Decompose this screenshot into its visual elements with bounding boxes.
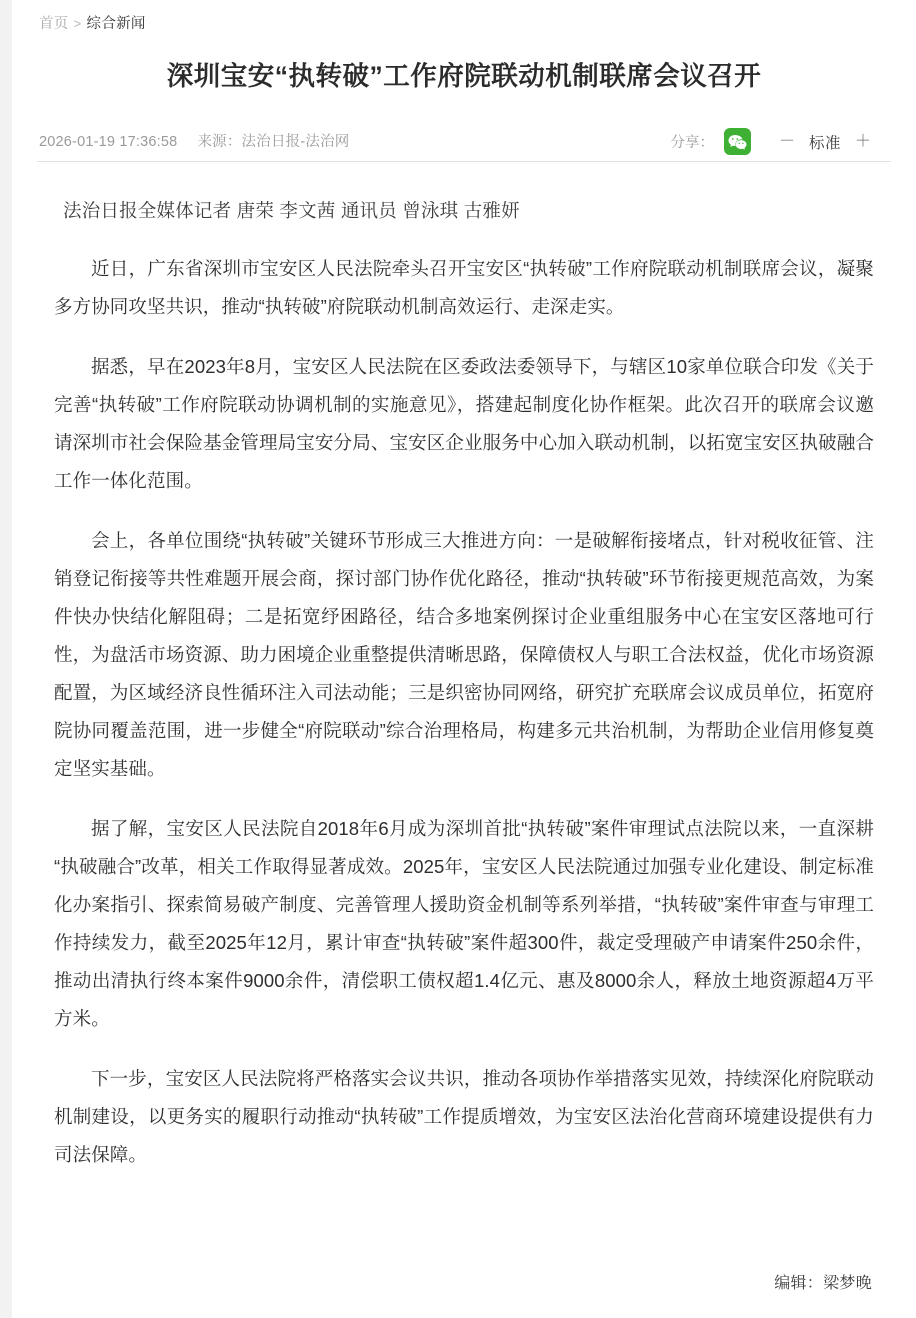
article-body <box>34 194 894 1174</box>
article-byline: 法治日报全媒体记者 唐荣 李文茜 通讯员 曾泳琪 古雅妍 <box>63 200 520 221</box>
publish-timestamp: 2026-01-19 17:36:58 <box>39 133 178 150</box>
breadcrumb-current-category[interactable]: 综合新闻 <box>86 16 146 32</box>
font-size-control <box>777 131 873 153</box>
font-decrease-button[interactable]: － <box>778 132 795 150</box>
meta-right-group <box>670 128 891 155</box>
breadcrumb-home-link[interactable]: 首页 <box>39 16 69 32</box>
font-increase-button[interactable]: ＋ <box>854 132 871 150</box>
article-editor: 编辑：梁梦晚 <box>774 1275 872 1292</box>
article-paragraph: 下一步，宝安区人民法院将严格落实会议共识，推动各项协作举措落实见效，持续深化府院联动机制建设，以更务实的履职行动推动“执转破”工作提质增效，为宝安区法治化营商环境建设提供有力司法保障。 <box>54 1068 874 1165</box>
article-paragraph: 据了解，宝安区人民法院自2018年6月成为深圳首批“执转破”案件审理试点法院以来，一直深耕“执破融合”改革，相关工作取得显著成效。2025年，宝安区人民法院通过加强专业化建设、制定标准化办案指引、探索简易破产制度、完善管理人援助资金机制等系列举措，“执转破”案件审查与审理工作持续发力，截至2025年12月，累计审查“执转破”案件超300件，裁定受理破产申请案件250余件，推动出清执行终本案件9000余件，清偿职工债权超1.4亿元、惠及8000余人，释放土地资源超4万平方米。 <box>54 818 874 1029</box>
article-paragraph: 近日，广东省深圳市宝安区人民法院牵头召开宝安区“执转破”工作府院联动机制联席会议，凝聚多方协同攻坚共识，推动“执转破”府院联动机制高效运行、走深走实。 <box>54 258 874 317</box>
font-standard-button[interactable]: 标准 <box>808 134 841 152</box>
article-source: 来源：法治日报-法治网 <box>197 133 350 150</box>
breadcrumb <box>12 0 916 34</box>
wechat-icon[interactable] <box>724 128 751 155</box>
article-meta-bar <box>37 122 891 162</box>
page-title: 深圳宝安“执转破”工作府院联动机制联席会议召开 <box>166 61 762 91</box>
share-label: 分享： <box>670 135 714 151</box>
article-card <box>12 0 916 1318</box>
meta-left-group <box>37 131 349 153</box>
breadcrumb-separator: > <box>73 16 82 31</box>
article-paragraph: 据悉，早在2023年8月，宝安区人民法院在区委政法委领导下，与辖区10家单位联合印发《关于完善“执转破”工作府院联动协调机制的实施意见》，搭建起制度化协作框架。此次召开的联席会议邀请深圳市社会保险基金管理局宝安分局、宝安区企业服务中心加入联动机制，以拓宽宝安区执破融合工作一体化范围。 <box>54 356 874 491</box>
article-paragraph: 会上，各单位围绕“执转破”关键环节形成三大推进方向：一是破解衔接堵点，针对税收征管、注销登记衔接等共性难题开展会商，探讨部门协作优化路径，推动“执转破”环节衔接更规范高效，为案件快办快结化解阻碍；二是拓宽纾困路径，结合多地案例探讨企业重组服务中心在宝安区落地可行性，为盘活市场资源、助力困境企业重整提供清晰思路，保障债权人与职工合法权益，优化市场资源配置，为区域经济良性循环注入司法动能；三是织密协同网络，研究扩充联席会议成员单位，拓宽府院协同覆盖范围，进一步健全“府院联动”综合治理格局，构建多元共治机制，为帮助企业信用修复奠定坚实基础。 <box>54 530 874 779</box>
